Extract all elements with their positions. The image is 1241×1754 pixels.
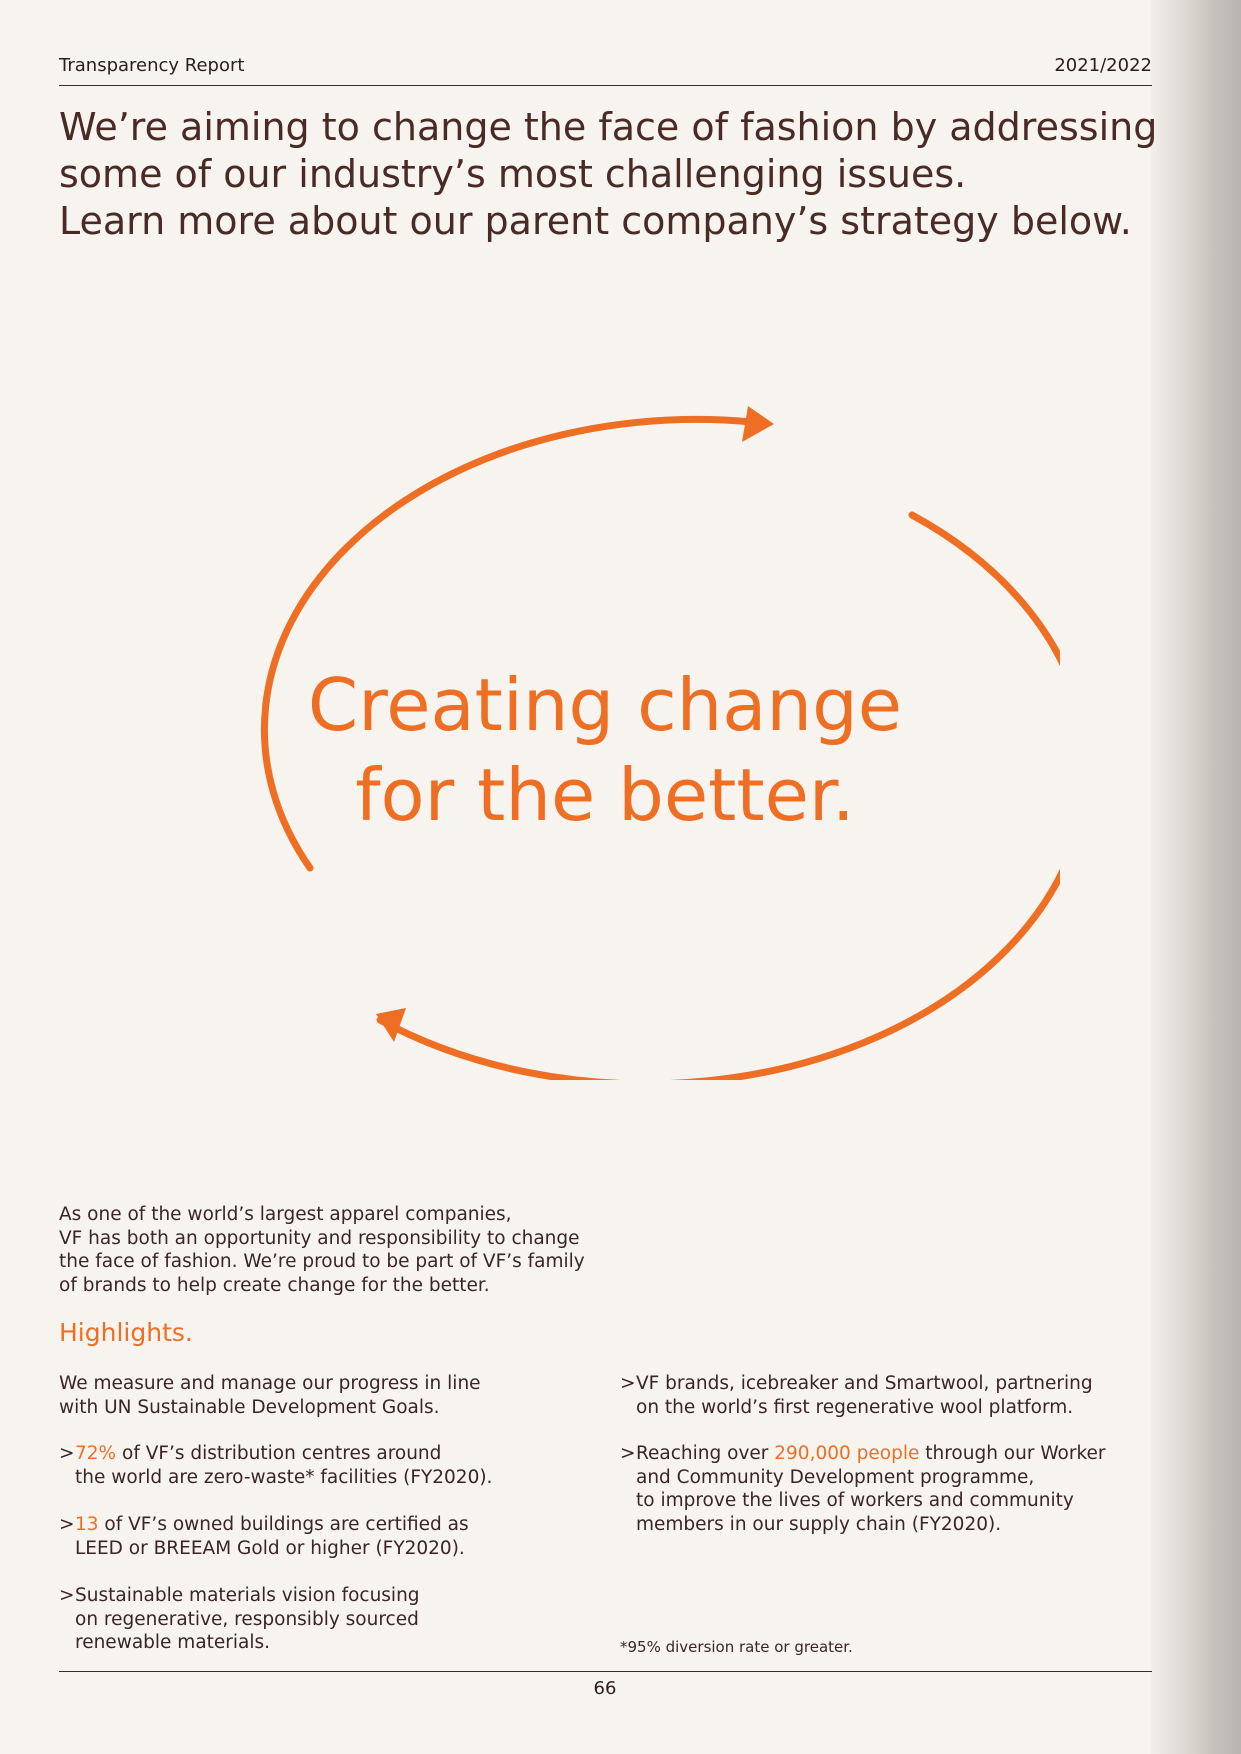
highlight-text: to improve the lives of workers and community bbox=[636, 1490, 1074, 1511]
page-header bbox=[59, 53, 1152, 86]
highlight-stat: 290,000 people bbox=[774, 1443, 920, 1464]
highlight-text: LEED or BREEAM Gold or higher (FY2020). bbox=[75, 1537, 465, 1559]
bullet-marker: > bbox=[59, 1443, 75, 1464]
intro-line: VF has both an opportunity and responsibility to change bbox=[59, 1227, 580, 1249]
highlight-stat: 13 bbox=[75, 1514, 99, 1535]
page-headline bbox=[59, 104, 1179, 245]
highlights-left-column bbox=[59, 1372, 579, 1655]
highlight-text: through our Worker bbox=[919, 1443, 1106, 1464]
headline-line: some of our industry’s most challenging issues. bbox=[59, 152, 967, 196]
page-edge-shadow bbox=[1151, 0, 1241, 1754]
highlight-item bbox=[59, 1442, 579, 1489]
highlight-item bbox=[59, 1584, 579, 1655]
lead-line: We measure and manage our progress in line bbox=[59, 1373, 481, 1394]
page-number: 66 bbox=[593, 1678, 617, 1699]
bullet-marker: > bbox=[620, 1443, 636, 1464]
highlight-item bbox=[620, 1442, 1140, 1536]
highlight-item bbox=[59, 1513, 579, 1560]
highlights-heading: Highlights. bbox=[59, 1318, 193, 1347]
footer-divider bbox=[59, 1671, 1152, 1672]
highlight-stat: 72% bbox=[75, 1443, 117, 1464]
intro-line: As one of the world’s largest apparel companies, bbox=[59, 1204, 512, 1225]
intro-line: the face of fashion. We’re proud to be part of VF’s family bbox=[59, 1251, 585, 1272]
bullet-marker: > bbox=[59, 1514, 75, 1535]
top-arrowhead bbox=[742, 406, 774, 442]
highlight-text: and Community Development programme, bbox=[636, 1466, 1035, 1488]
highlight-text: Reaching over bbox=[636, 1443, 775, 1464]
cycle-tagline bbox=[180, 660, 1030, 840]
bullet-marker: > bbox=[620, 1373, 636, 1394]
bottom-arrowhead bbox=[376, 1008, 406, 1042]
intro-line: of brands to help create change for the better. bbox=[59, 1274, 490, 1296]
intro-paragraph bbox=[59, 1203, 619, 1297]
highlight-text: Sustainable materials vision focusing bbox=[75, 1585, 420, 1606]
highlight-text: the world are zero-waste* facilities (FY2020). bbox=[75, 1466, 493, 1488]
footnote: *95% diversion rate or greater. bbox=[620, 1638, 853, 1656]
highlights-right-column bbox=[620, 1372, 1140, 1536]
report-year: 2021/2022 bbox=[1054, 55, 1152, 76]
headline-line: We’re aiming to change the face of fashion by addressing bbox=[59, 105, 1158, 149]
highlight-text: on the world’s first regenerative wool platform. bbox=[636, 1396, 1074, 1418]
headline-line: Learn more about our parent company’s strategy below. bbox=[59, 199, 1132, 243]
tagline-line: for the better. bbox=[355, 753, 855, 837]
highlight-text: VF brands, icebreaker and Smartwool, partnering bbox=[636, 1373, 1093, 1394]
highlight-text: renewable materials. bbox=[75, 1632, 271, 1653]
highlight-text: members in our supply chain (FY2020). bbox=[636, 1513, 1002, 1535]
lead-line: with UN Sustainable Development Goals. bbox=[59, 1396, 440, 1418]
bullet-marker: > bbox=[59, 1585, 75, 1606]
highlight-text: of VF’s distribution centres around bbox=[116, 1443, 442, 1464]
highlight-item bbox=[620, 1372, 1140, 1419]
highlight-text: of VF’s owned buildings are certified as bbox=[98, 1514, 469, 1535]
highlight-text: on regenerative, responsibly sourced bbox=[75, 1608, 419, 1630]
tagline-line: Creating change bbox=[307, 663, 903, 747]
highlights-lead bbox=[59, 1372, 579, 1419]
report-title: Transparency Report bbox=[59, 55, 245, 76]
